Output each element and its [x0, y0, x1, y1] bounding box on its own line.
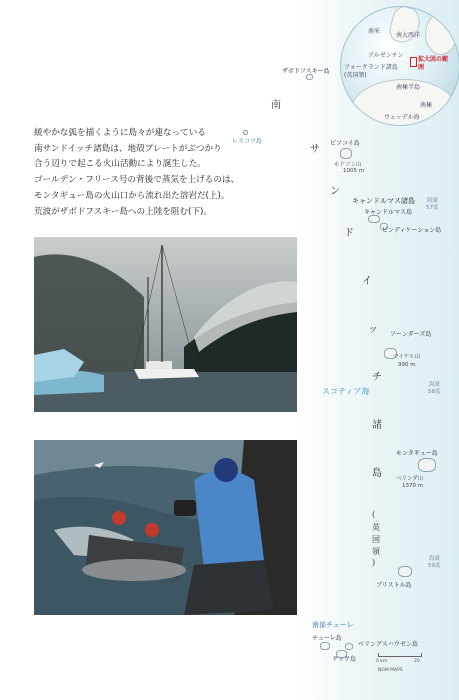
intro-line: 合う辺りで起こる火山活動により誕生した。 — [34, 159, 206, 170]
map-credit: NGM MAPS — [378, 668, 403, 673]
title-char: サ — [310, 144, 320, 155]
enlarged-area-box — [410, 57, 417, 67]
label-zavodovski: ザボドフスキー島 — [282, 68, 330, 75]
scale-bar — [378, 653, 422, 657]
sub-char: 領 — [372, 547, 380, 556]
title-char: 島 — [372, 468, 382, 479]
africa-land — [425, 13, 457, 55]
label-belinda: ベリンダ山 — [396, 476, 424, 482]
sailboat-scene — [34, 237, 297, 412]
intro-line: モンタギュー島の火山口から流れ出た溶岩だ(上)。 — [34, 190, 230, 201]
scale-twenty-label: 20 — [414, 659, 420, 664]
label-cook: クック島 — [332, 656, 357, 663]
label-michael-height: 990 m — [398, 362, 416, 368]
sub-char: ) — [372, 558, 376, 567]
photo-sailboat-montagu — [34, 237, 297, 412]
label-bristol: ブリストル島 — [376, 582, 412, 589]
label-southern-thule: 南部チューレ — [312, 621, 354, 629]
title-char: ン — [330, 186, 340, 197]
label-visokoi: ビソコイ島 — [330, 140, 360, 147]
visokoi-island — [340, 148, 352, 159]
globe-label-falklands: フォークランド諸島(英国領) — [344, 64, 398, 79]
sub-char: 国 — [372, 535, 380, 544]
depth-marker-2: 海溝 58度 — [428, 382, 441, 395]
raft-scene — [34, 440, 297, 615]
candlemas-island — [368, 215, 380, 223]
label-bellingshausen: ベリングスハウゼン島 — [358, 641, 418, 648]
title-char: イ — [362, 276, 372, 287]
label-candlemas-group: キャンドルマス諸島 — [352, 197, 415, 205]
photo-landing-zavodovski — [34, 440, 297, 615]
title-char: 諸 — [372, 420, 382, 431]
intro-line: ゴールデン・フリース号の背後で蒸気を上げるのは、 — [34, 175, 240, 186]
label-belinda-height: 1370 m — [402, 483, 424, 489]
globe-label-argentina: アルゼンチン — [368, 52, 404, 59]
title-char: ド — [344, 228, 354, 239]
globe-label-antarctic-peninsula: 南極半島 — [396, 84, 421, 91]
bellingshausen-island — [345, 643, 353, 650]
label-vindication: ビンディケーション島 — [382, 227, 442, 234]
title-char: ッ — [368, 324, 378, 335]
globe-label-weddell: ウェッデル海 — [384, 114, 420, 121]
south-america-land — [387, 6, 423, 46]
intro-line: 南サンドイッチ諸島は、地殻プレートがぶつかり — [34, 143, 222, 154]
enlarged-area-label: 拡大図の範囲 — [418, 56, 449, 71]
label-thule: チューレ島 — [312, 635, 342, 642]
montagu-island — [418, 458, 436, 472]
label-candlemas: キャンドルマス島 — [364, 209, 413, 216]
intro-line: 荒波がザボドフスキー島への上陸を阻む(下)。 — [34, 206, 212, 217]
label-montagu: モンタギュー島 — [396, 450, 438, 457]
depth-marker-3: 海溝 59度 — [428, 556, 441, 569]
title-char: 南 — [271, 100, 281, 111]
globe-label-south-atlantic: 南大西洋 — [396, 32, 421, 39]
label-hodson: ホドソン山 — [334, 162, 362, 168]
intro-text — [34, 126, 304, 220]
label-saunders: ソーンダーズ島 — [390, 331, 432, 338]
label-leskov: レスコフ島 — [232, 138, 262, 145]
sea-name-scotia: スコティア海 — [322, 387, 370, 396]
label-hodson-height: 1005 m — [343, 168, 365, 174]
thule-island — [320, 642, 330, 650]
globe-label-south-america: 南米 — [368, 28, 381, 35]
scale-zero-label: 0 km — [376, 659, 388, 664]
sub-char: 英 — [372, 523, 380, 532]
globe-label-south-pole: 南極 — [420, 102, 433, 109]
intro-line: 緩やかな弧を描くように島々が連なっている — [34, 128, 206, 138]
leskov-island — [243, 130, 248, 135]
title-char: チ — [372, 372, 382, 383]
label-michael: マイケル山 — [393, 354, 421, 360]
bristol-island — [398, 566, 412, 577]
sub-char: ( — [372, 510, 376, 519]
depth-marker-1: 海溝 57度 — [426, 198, 439, 211]
